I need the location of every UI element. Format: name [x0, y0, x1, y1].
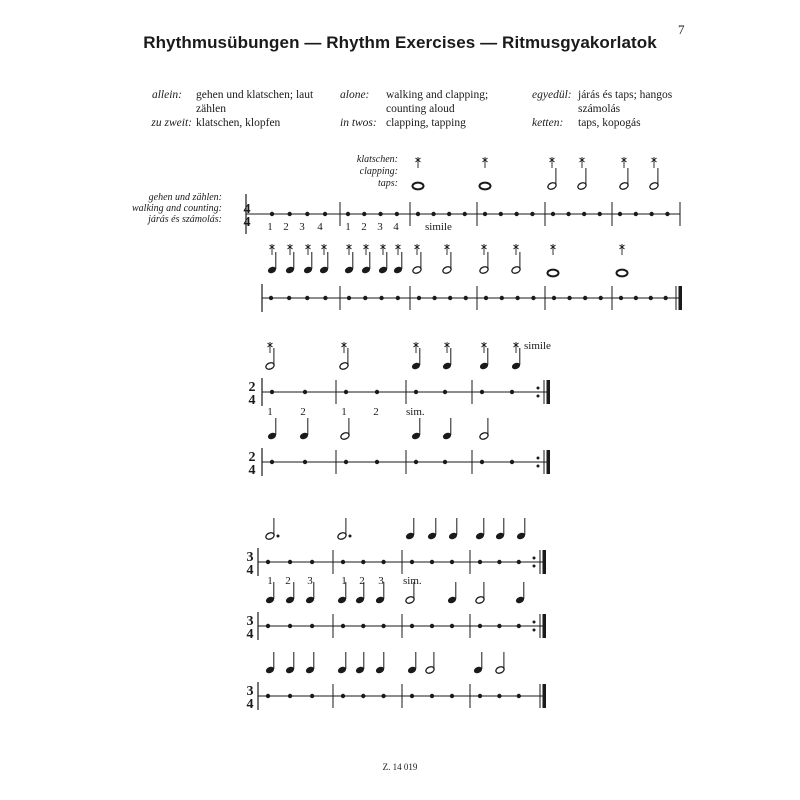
repeat-dot: [537, 457, 540, 460]
walking-beat-dot: [375, 390, 379, 394]
walking-beat-dot: [430, 560, 434, 564]
instruction-label-two-en: in twos:: [340, 117, 377, 129]
count-number: 2: [359, 575, 365, 587]
walking-beat-dot: [463, 212, 467, 216]
instruction-text-alone-en: walking and clapping; counting aloud: [386, 89, 489, 115]
count-number: 2: [283, 221, 289, 233]
walking-beat-dot: [567, 296, 571, 300]
count-number: 3: [378, 575, 384, 587]
walking-beat-dot: [618, 212, 622, 216]
walking-beat-dot: [344, 460, 348, 464]
instruction-label-alone-en: alone:: [340, 89, 370, 101]
walking-beat-dot: [323, 296, 327, 300]
walking-beat-dot: [634, 296, 638, 300]
count-number: 1: [345, 221, 351, 233]
walking-beat-dot: [361, 694, 365, 698]
walking-beat-dot: [379, 296, 383, 300]
page-number: 7: [678, 22, 685, 37]
walking-beat-dot: [303, 390, 307, 394]
walking-beat-dot: [517, 624, 521, 628]
augmentation-dot: [277, 535, 280, 538]
walking-beat-dot: [287, 296, 291, 300]
walking-beat-dot: [510, 390, 514, 394]
walking-beat-dot: [665, 212, 669, 216]
instruction-text-two-en: clapping, tapping: [386, 117, 466, 129]
final-barline-thick: [543, 550, 547, 574]
walking-beat-dot: [344, 390, 348, 394]
walking-beat-dot: [663, 296, 667, 300]
time-signature-bottom: 4: [246, 627, 254, 642]
walking-beat-dot: [480, 460, 484, 464]
count-number: 2: [285, 575, 291, 587]
walking-beat-dot: [288, 560, 292, 564]
whole-note: [413, 183, 424, 190]
walking-beat-dot: [480, 390, 484, 394]
legend-walking-en: walking and counting:: [132, 203, 222, 214]
legend-clapping-en: clapping:: [359, 166, 398, 177]
walking-beat-dot: [288, 694, 292, 698]
walking-beat-dot: [443, 460, 447, 464]
walking-beat-dot: [517, 560, 521, 564]
final-barline-thick: [547, 450, 551, 474]
walking-beat-dot: [341, 624, 345, 628]
walking-beat-dot: [310, 624, 314, 628]
walking-beat-dot: [478, 560, 482, 564]
walking-beat-dot: [416, 212, 420, 216]
repeat-dot: [533, 557, 536, 560]
walking-beat-dot: [395, 212, 399, 216]
walking-beat-dot: [266, 624, 270, 628]
walking-beat-dot: [396, 296, 400, 300]
walking-beat-dot: [649, 212, 653, 216]
count-number: 1: [341, 575, 347, 587]
time-signature-bottom: 4: [248, 393, 256, 408]
count-number: 3: [377, 221, 383, 233]
walking-beat-dot: [517, 694, 521, 698]
instruction-label-two-de: zu zweit:: [151, 117, 192, 129]
final-barline-thick: [543, 684, 547, 708]
walking-beat-dot: [363, 296, 367, 300]
walking-beat-dot: [566, 212, 570, 216]
instruction-text-alone-hu: járás és taps; hangos számolás: [578, 89, 673, 115]
whole-note: [548, 270, 559, 277]
walking-beat-dot: [530, 212, 534, 216]
repeat-dot: [537, 395, 540, 398]
repeat-dot: [533, 629, 536, 632]
walking-beat-dot: [414, 390, 418, 394]
walking-beat-dot: [497, 694, 501, 698]
walking-beat-dot: [450, 624, 454, 628]
simile-mark: simile: [524, 340, 551, 352]
count-number: 1: [267, 221, 273, 233]
count-number: 2: [300, 406, 306, 418]
walking-beat-dot: [346, 212, 350, 216]
time-signature-top: 4: [243, 202, 251, 217]
augmentation-dot: [349, 535, 352, 538]
walking-beat-dot: [362, 212, 366, 216]
count-number: 2: [373, 406, 379, 418]
walking-beat-dot: [305, 212, 309, 216]
walking-beat-dot: [619, 296, 623, 300]
walking-beat-dot: [510, 460, 514, 464]
repeat-dot: [537, 387, 540, 390]
walking-beat-dot: [341, 694, 345, 698]
time-signature-bottom: 4: [248, 463, 256, 478]
walking-beat-dot: [305, 296, 309, 300]
count-number: 3: [307, 575, 313, 587]
final-barline-thick: [679, 286, 683, 310]
walking-beat-dot: [531, 296, 535, 300]
walking-beat-dot: [303, 460, 307, 464]
page-title: Rhythmusübungen — Rhythm Exercises — Ritmusgyakorlatok: [143, 33, 657, 52]
walking-beat-dot: [430, 624, 434, 628]
instruction-text-two-hu: taps, kopogás: [578, 117, 641, 129]
walking-beat-dot: [361, 560, 365, 564]
legend-walking-hu: járás és számolás:: [148, 214, 222, 225]
instruction-text-alone-de: gehen und klatschen; laut zählen: [196, 89, 314, 115]
final-barline-thick: [543, 614, 547, 638]
final-barline-thick: [547, 380, 551, 404]
time-signature-top: 3: [246, 684, 254, 699]
count-number: 2: [361, 221, 367, 233]
legend-walking-de: gehen und zählen:: [148, 192, 222, 203]
walking-beat-dot: [410, 624, 414, 628]
time-signature-top: 3: [246, 614, 254, 629]
walking-beat-dot: [270, 390, 274, 394]
repeat-dot: [533, 565, 536, 568]
count-number: 3: [299, 221, 305, 233]
footer-catalog-number: Z. 14 019: [382, 762, 418, 772]
walking-beat-dot: [649, 296, 653, 300]
walking-beat-dot: [410, 694, 414, 698]
walking-beat-dot: [417, 296, 421, 300]
walking-beat-dot: [323, 212, 327, 216]
walking-beat-dot: [381, 624, 385, 628]
walking-beat-dot: [443, 390, 447, 394]
walking-beat-dot: [288, 624, 292, 628]
legend-clapping-de: klatschen:: [356, 154, 398, 165]
walking-beat-dot: [583, 296, 587, 300]
time-signature-top: 2: [248, 450, 256, 465]
walking-beat-dot: [447, 212, 451, 216]
walking-beat-dot: [347, 296, 351, 300]
walking-beat-dot: [287, 212, 291, 216]
walking-beat-dot: [270, 460, 274, 464]
walking-beat-dot: [582, 212, 586, 216]
walking-beat-dot: [310, 560, 314, 564]
time-signature-bottom: 4: [246, 697, 254, 712]
instruction-label-alone-de: allein:: [151, 89, 182, 101]
sim-mark: sim.: [403, 575, 422, 587]
repeat-dot: [537, 465, 540, 468]
walking-beat-dot: [483, 212, 487, 216]
walking-beat-dot: [270, 212, 274, 216]
instruction-label-alone-hu: egyedül:: [532, 89, 572, 101]
walking-beat-dot: [450, 694, 454, 698]
walking-beat-dot: [478, 624, 482, 628]
walking-beat-dot: [497, 624, 501, 628]
count-number: 4: [393, 221, 399, 233]
walking-beat-dot: [310, 694, 314, 698]
walking-beat-dot: [598, 212, 602, 216]
walking-beat-dot: [514, 212, 518, 216]
walking-beat-dot: [634, 212, 638, 216]
walking-beat-dot: [431, 212, 435, 216]
walking-beat-dot: [375, 460, 379, 464]
time-signature-top: 3: [246, 550, 254, 565]
walking-beat-dot: [341, 560, 345, 564]
walking-beat-dot: [381, 694, 385, 698]
walking-beat-dot: [450, 560, 454, 564]
walking-beat-dot: [599, 296, 603, 300]
walking-beat-dot: [515, 296, 519, 300]
walking-beat-dot: [500, 296, 504, 300]
time-signature-bottom: 4: [243, 215, 251, 230]
walking-beat-dot: [269, 296, 273, 300]
walking-beat-dot: [499, 212, 503, 216]
legend-clapping-hu: taps:: [378, 178, 398, 189]
walking-beat-dot: [497, 560, 501, 564]
instruction-text-two-de: klatschen, klopfen: [196, 117, 281, 129]
walking-beat-dot: [448, 296, 452, 300]
whole-note: [480, 183, 491, 190]
walking-beat-dot: [414, 460, 418, 464]
walking-beat-dot: [552, 296, 556, 300]
walking-beat-dot: [551, 212, 555, 216]
walking-beat-dot: [378, 212, 382, 216]
walking-beat-dot: [432, 296, 436, 300]
walking-beat-dot: [478, 694, 482, 698]
walking-beat-dot: [464, 296, 468, 300]
time-signature-top: 2: [248, 380, 256, 395]
count-number: 1: [341, 406, 347, 418]
time-signature-bottom: 4: [246, 563, 254, 578]
walking-beat-dot: [381, 560, 385, 564]
sim-mark: sim.: [406, 406, 425, 418]
walking-beat-dot: [361, 624, 365, 628]
count-number: 1: [267, 406, 273, 418]
walking-beat-dot: [430, 694, 434, 698]
repeat-dot: [533, 621, 536, 624]
count-number: 4: [317, 221, 323, 233]
simile-mark: simile: [425, 221, 452, 233]
whole-note: [617, 270, 628, 277]
walking-beat-dot: [484, 296, 488, 300]
walking-beat-dot: [266, 560, 270, 564]
walking-beat-dot: [266, 694, 270, 698]
instruction-label-two-hu: ketten:: [532, 117, 564, 129]
walking-beat-dot: [410, 560, 414, 564]
count-number: 1: [267, 575, 273, 587]
